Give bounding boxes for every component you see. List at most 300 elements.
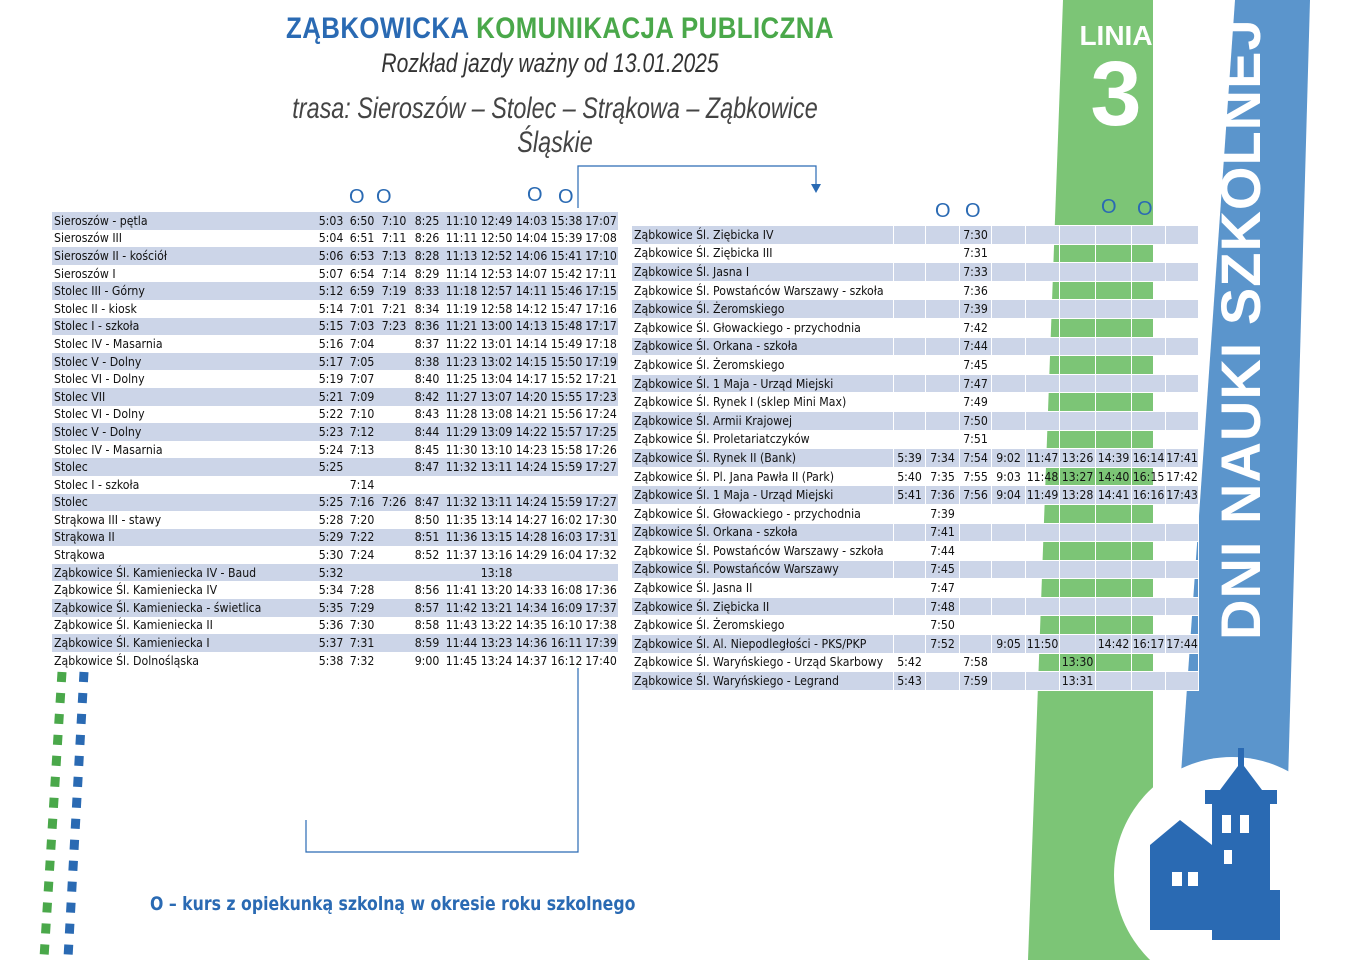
departure-time: 17:07 — [585, 213, 617, 228]
departure-time — [1026, 579, 1060, 598]
departure-time — [894, 542, 926, 561]
departure-time: 11:27 — [445, 389, 478, 404]
departure-time: 7:39 — [926, 504, 960, 523]
departure-time: 11:41 — [445, 583, 478, 598]
departure-time — [1060, 300, 1096, 319]
departure-time: 5:04 — [318, 231, 344, 246]
departure-time — [1026, 616, 1060, 635]
departure-time: 8:58 — [414, 618, 440, 633]
departure-time — [1060, 356, 1096, 375]
departure-time — [1132, 616, 1166, 635]
departure-time: 6:54 — [349, 266, 375, 281]
departure-time: 14:29 — [515, 548, 548, 563]
departure-time — [378, 441, 410, 459]
departure-time: 11:29 — [445, 424, 478, 439]
departure-time: 17:27 — [585, 495, 617, 510]
departure-time: 11:35 — [445, 512, 478, 527]
departure-time: 14:28 — [515, 530, 548, 545]
departure-time — [1026, 672, 1060, 691]
table-row — [52, 564, 618, 582]
stop-name: Ząbkowice Śl. Ziębicka IV — [632, 226, 894, 245]
departure-time: 14:24 — [515, 460, 548, 475]
departure-time — [926, 356, 960, 375]
departure-time: 7:13 — [349, 442, 375, 457]
departure-time: 7:59 — [960, 672, 992, 691]
table-row — [52, 458, 618, 476]
departure-time: 7:47 — [926, 579, 960, 598]
departure-time — [1166, 597, 1199, 616]
departure-time: 7:32 — [349, 653, 375, 668]
departure-time — [992, 337, 1026, 356]
departure-time — [992, 560, 1026, 579]
departure-time — [378, 511, 410, 529]
departure-time — [926, 244, 960, 263]
departure-time: 7:05 — [346, 353, 378, 371]
stop-name: Ząbkowice Śl. Dolnośląska — [54, 653, 199, 668]
departure-time: 11:32 — [445, 495, 478, 510]
departure-time: 9:00 — [414, 653, 440, 668]
departure-time: 5:30 — [318, 548, 344, 563]
table-row — [52, 247, 618, 265]
departure-time: 11:49 — [1026, 486, 1060, 505]
departure-time — [1096, 393, 1132, 412]
departure-time — [1096, 523, 1132, 542]
stop-name: Ząbkowice Śl. Żeromskiego — [632, 356, 894, 375]
departure-time — [1132, 300, 1166, 319]
departure-time — [1132, 263, 1166, 282]
departure-time — [1060, 616, 1096, 635]
departure-time — [926, 374, 960, 393]
table-row — [632, 523, 1199, 542]
departure-time — [378, 335, 410, 353]
departure-time: 13:07 — [480, 389, 513, 404]
marker-right-1: O — [935, 200, 951, 222]
table-row — [632, 560, 1199, 579]
table-row — [632, 374, 1199, 393]
departure-time — [410, 476, 444, 494]
departure-time: 11:25 — [445, 372, 478, 387]
line-label: LINIA — [1079, 20, 1153, 51]
departure-time: 7:49 — [960, 393, 992, 412]
departure-time: 8:36 — [410, 318, 444, 336]
marker-left-7: O — [558, 186, 574, 208]
connector-line-bottom — [306, 668, 578, 852]
departure-time: 5:32 — [316, 564, 346, 582]
departure-time — [926, 672, 960, 691]
departure-time: 7:36 — [960, 281, 992, 300]
departure-time — [1132, 374, 1166, 393]
departure-time — [992, 504, 1026, 523]
departure-time: 9:02 — [992, 449, 1026, 468]
departure-time: 13:15 — [480, 530, 513, 545]
stop-name: Ząbkowice Śl. Kamieniecka I — [52, 634, 316, 652]
departure-time: 12:52 — [480, 248, 513, 263]
departure-time: 11:37 — [445, 548, 478, 563]
departure-time — [926, 263, 960, 282]
stop-name: Ząbkowice Śl. Orkana - szkoła — [632, 523, 894, 542]
departure-time — [1026, 653, 1060, 672]
departure-time: 15:59 — [550, 495, 583, 510]
departure-time: 8:38 — [410, 353, 444, 371]
stop-name: Sieroszów III — [54, 231, 123, 246]
departure-time: 7:58 — [960, 653, 992, 672]
departure-time — [378, 652, 410, 670]
departure-time — [1060, 393, 1096, 412]
marker-right-6: O — [1101, 196, 1117, 218]
departure-time: 15:56 — [550, 407, 583, 422]
departure-time: 7:10 — [349, 407, 375, 422]
departure-time: 11:42 — [445, 600, 478, 615]
departure-time: 8:57 — [410, 599, 444, 617]
departure-time — [992, 393, 1026, 412]
departure-time: 5:23 — [316, 423, 346, 441]
table-row — [632, 318, 1199, 337]
departure-time: 5:07 — [318, 266, 344, 281]
departure-time — [1096, 226, 1132, 245]
departure-time: 13:11 — [480, 495, 513, 510]
departure-time: 12:57 — [480, 284, 513, 299]
departure-time: 14:40 — [1096, 467, 1132, 486]
departure-time — [378, 617, 410, 635]
departure-time: 11:14 — [445, 266, 478, 281]
departure-time: 7:01 — [349, 301, 375, 316]
departure-time — [1132, 504, 1166, 523]
departure-time — [378, 634, 410, 652]
departure-time — [894, 523, 926, 542]
departure-time: 16:08 — [550, 583, 583, 598]
page-title — [78, 12, 1041, 46]
departure-time — [992, 374, 1026, 393]
departure-time: 16:14 — [1132, 449, 1166, 468]
departure-time: 17:08 — [585, 231, 617, 246]
departure-time: 5:16 — [318, 336, 344, 351]
stop-name: Ząbkowice Śl. Jasna I — [632, 263, 894, 282]
departure-time: 7:03 — [346, 318, 378, 336]
departure-time — [894, 616, 926, 635]
departure-time: 16:09 — [550, 600, 583, 615]
departure-time: 14:37 — [515, 653, 548, 668]
departure-time — [1096, 430, 1132, 449]
departure-time — [1096, 281, 1132, 300]
departure-time — [894, 374, 926, 393]
departure-time: 13:24 — [480, 653, 513, 668]
departure-time — [992, 263, 1026, 282]
departure-time — [1166, 411, 1199, 430]
departure-time: 13:00 — [480, 319, 513, 334]
title-part-1: ZĄBKOWICKA — [286, 12, 469, 45]
departure-time — [1026, 411, 1060, 430]
departure-time: 9:03 — [992, 467, 1026, 486]
departure-time — [378, 476, 410, 494]
departure-time: 14:14 — [515, 336, 548, 351]
departure-time: 8:40 — [414, 372, 440, 387]
stop-name: Strąkowa III - stawy — [54, 512, 162, 527]
departure-time: 14:27 — [515, 512, 548, 527]
departure-time: 11:13 — [445, 248, 478, 263]
departure-time — [894, 504, 926, 523]
departure-time: 11:19 — [445, 301, 478, 316]
departure-time — [1132, 393, 1166, 412]
departure-time — [1060, 281, 1096, 300]
departure-time — [894, 635, 926, 654]
table-row — [52, 581, 618, 599]
departure-time: 17:43 — [1166, 486, 1199, 505]
departure-time — [960, 597, 992, 616]
departure-time — [894, 281, 926, 300]
departure-time: 7:11 — [381, 231, 407, 246]
route-text: trasa: Sieroszów – Stolec – Strąkowa – Ząbkowice Śląskie — [292, 92, 818, 159]
departure-time: 7:14 — [381, 266, 407, 281]
departure-time — [1026, 430, 1060, 449]
departure-time — [960, 579, 992, 598]
departure-time — [1166, 337, 1199, 356]
departure-time — [514, 564, 549, 582]
departure-time — [926, 653, 960, 672]
departure-time: 16:04 — [550, 548, 583, 563]
departure-time: 11:44 — [445, 636, 478, 651]
connector-line-top — [578, 166, 816, 208]
departure-time: 6:59 — [346, 282, 378, 300]
departure-time: 8:29 — [414, 266, 440, 281]
table-row — [52, 511, 618, 529]
table-row — [632, 281, 1199, 300]
stop-name: Sieroszów II - kościół — [52, 247, 316, 265]
stop-name: Stolec — [52, 494, 316, 512]
departure-time: 13:08 — [480, 407, 513, 422]
departure-time — [1096, 374, 1132, 393]
departure-time — [894, 226, 926, 245]
departure-time — [1166, 504, 1199, 523]
departure-time — [1060, 226, 1096, 245]
departure-time — [1026, 523, 1060, 542]
departure-time: 16:03 — [550, 530, 583, 545]
departure-time: 14:35 — [515, 618, 548, 633]
departure-time: 17:25 — [585, 424, 617, 439]
departure-time: 8:47 — [410, 458, 444, 476]
stop-name: Ząbkowice Śl. Powstańców Warszawy — [632, 560, 894, 579]
stop-name: Ząbkowice Śl. Rynek I (sklep Mini Max) — [632, 393, 894, 412]
departure-time: 8:34 — [414, 301, 440, 316]
table-row — [52, 282, 618, 300]
departure-time — [992, 579, 1026, 598]
departure-time: 14:20 — [515, 389, 548, 404]
departure-time: 13:04 — [480, 372, 513, 387]
stop-name: Stolec VI - Dolny — [54, 407, 145, 422]
departure-time: 8:42 — [410, 388, 444, 406]
departure-time: 8:37 — [414, 336, 440, 351]
table-row — [52, 529, 618, 547]
departure-time — [1060, 542, 1096, 561]
stop-name: Ząbkowice Śl. Armii Krajowej — [632, 411, 894, 430]
departure-time: 7:30 — [349, 618, 375, 633]
departure-time — [1096, 504, 1132, 523]
departure-time: 12:49 — [480, 213, 513, 228]
departure-time — [1060, 523, 1096, 542]
departure-time — [1166, 616, 1199, 635]
departure-time: 6:50 — [346, 212, 378, 230]
departure-time: 5:42 — [894, 653, 926, 672]
departure-time — [378, 353, 410, 371]
departure-time: 7:20 — [349, 512, 375, 527]
departure-time: 17:36 — [585, 583, 617, 598]
departure-time: 11:30 — [445, 442, 478, 457]
departure-time — [1060, 374, 1096, 393]
stop-name: Sieroszów I — [54, 266, 116, 281]
marker-left-6: O — [527, 184, 543, 206]
table-row — [632, 226, 1199, 245]
stop-name: Ząbkowice Śl. Ziębicka III — [632, 244, 894, 263]
departure-time — [549, 564, 584, 582]
departure-time — [992, 300, 1026, 319]
departure-time — [894, 411, 926, 430]
departure-time — [479, 476, 514, 494]
table-row — [52, 546, 618, 564]
departure-time — [1026, 318, 1060, 337]
departure-time — [894, 263, 926, 282]
departure-time — [894, 430, 926, 449]
departure-time: 7:04 — [349, 336, 375, 351]
departure-time — [1026, 356, 1060, 375]
table-row — [52, 476, 618, 494]
departure-time: 5:14 — [318, 301, 344, 316]
departure-time — [1132, 281, 1166, 300]
departure-time: 7:29 — [346, 599, 378, 617]
departure-time: 8:45 — [414, 442, 440, 457]
departure-time — [1060, 430, 1096, 449]
table-row — [52, 353, 618, 371]
stop-name: Ząbkowice Śl. Kamieniecka II — [54, 618, 213, 633]
departure-time: 14:06 — [515, 248, 548, 263]
departure-time — [1026, 337, 1060, 356]
departure-time — [926, 300, 960, 319]
table-row — [632, 635, 1199, 654]
departure-time: 15:49 — [550, 336, 583, 351]
departure-time: 5:37 — [316, 634, 346, 652]
departure-time — [1166, 653, 1199, 672]
stop-name: Ząbkowice Śl. Rynek II (Bank) — [632, 449, 894, 468]
departure-time — [992, 542, 1026, 561]
table-row — [52, 388, 618, 406]
departure-time — [992, 430, 1026, 449]
departure-time: 5:35 — [316, 599, 346, 617]
table-row — [632, 411, 1199, 430]
departure-time — [992, 244, 1026, 263]
stop-name: Ząbkowice Śl. 1 Maja - Urząd Miejski — [632, 374, 894, 393]
departure-time — [1166, 226, 1199, 245]
stop-name: Ząbkowice Śl. Orkana - szkoła — [632, 337, 894, 356]
departure-time — [1060, 635, 1096, 654]
departure-time: 16:10 — [550, 618, 583, 633]
departure-time: 7:41 — [926, 523, 960, 542]
stop-name: Stolec IV - Masarnia — [54, 336, 163, 351]
departure-time: 16:11 — [550, 636, 583, 651]
table-row — [632, 337, 1199, 356]
departure-time: 13:09 — [480, 424, 513, 439]
departure-time: 8:52 — [414, 548, 440, 563]
departure-time: 7:16 — [346, 494, 378, 512]
departure-time: 8:28 — [410, 247, 444, 265]
validity-text: Rozkład jazdy ważny od 13.01.2025 — [381, 48, 719, 78]
table-row — [632, 300, 1199, 319]
departure-time: 7:09 — [346, 388, 378, 406]
table-row — [632, 244, 1199, 263]
departure-time — [1132, 653, 1166, 672]
departure-time — [444, 564, 479, 582]
timetable-right — [631, 225, 1199, 691]
departure-time: 14:42 — [1096, 635, 1132, 654]
departure-time: 17:18 — [585, 336, 617, 351]
departure-time: 14:03 — [515, 213, 548, 228]
departure-time — [992, 411, 1026, 430]
stop-name: Stolec V - Dolny — [52, 353, 316, 371]
stop-name: Ząbkowice Śl. 1 Maja - Urząd Miejski — [632, 486, 894, 505]
stop-name: Strąkowa II — [52, 529, 316, 547]
departure-time: 17:31 — [585, 530, 617, 545]
stop-name: Stolec V - Dolny — [52, 423, 316, 441]
departure-time — [1096, 597, 1132, 616]
departure-time: 15:50 — [550, 354, 583, 369]
stop-name: Ząbkowice Śl. Proletariatczyków — [632, 430, 894, 449]
departure-time — [1060, 560, 1096, 579]
departure-time — [1132, 318, 1166, 337]
departure-time: 9:04 — [992, 486, 1026, 505]
departure-time: 16:15 — [1132, 467, 1166, 486]
departure-time: 7:50 — [926, 616, 960, 635]
departure-time: 13:30 — [1060, 653, 1096, 672]
departure-time: 5:06 — [316, 247, 346, 265]
stop-name: Stolec VI - Dolny — [54, 372, 145, 387]
departure-time: 17:11 — [585, 266, 617, 281]
stop-name: Ząbkowice Śl. Kamieniecka IV — [54, 583, 218, 598]
departure-time — [1060, 337, 1096, 356]
departure-time — [992, 653, 1026, 672]
departure-time: 7:23 — [378, 318, 410, 336]
departure-time: 14:39 — [1096, 449, 1132, 468]
departure-time: 17:17 — [585, 319, 617, 334]
stop-name: Ząbkowice Śl. Głowackiego - przychodnia — [632, 504, 894, 523]
table-row — [52, 652, 618, 670]
departure-time — [1060, 263, 1096, 282]
departure-time: 7:44 — [960, 337, 992, 356]
departure-time — [1026, 597, 1060, 616]
table-row — [632, 467, 1199, 486]
departure-time: 14:13 — [515, 319, 548, 334]
departure-time — [992, 318, 1026, 337]
departure-time: 5:41 — [894, 486, 926, 505]
departure-time: 14:07 — [515, 266, 548, 281]
departure-time: 13:23 — [480, 636, 513, 651]
departure-time: 13:16 — [480, 548, 513, 563]
departure-time: 7:36 — [926, 486, 960, 505]
departure-time — [894, 393, 926, 412]
departure-time: 7:33 — [960, 263, 992, 282]
departure-time: 15:52 — [550, 372, 583, 387]
departure-time — [378, 529, 410, 547]
departure-time — [1132, 579, 1166, 598]
departure-time — [346, 458, 378, 476]
table-row — [52, 494, 618, 512]
stop-name: Ząbkowice Śl. Pl. Jana Pawła II (Park) — [632, 467, 894, 486]
departure-time: 7:45 — [960, 356, 992, 375]
stop-name: Stolec III - Górny — [52, 282, 316, 300]
departure-time: 13:27 — [1060, 467, 1096, 486]
table-row — [632, 430, 1199, 449]
table-row — [52, 300, 618, 318]
departure-time: 7:50 — [960, 411, 992, 430]
departure-time: 7:30 — [960, 226, 992, 245]
departure-time: 14:21 — [515, 407, 548, 422]
departure-time: 7:07 — [349, 372, 375, 387]
